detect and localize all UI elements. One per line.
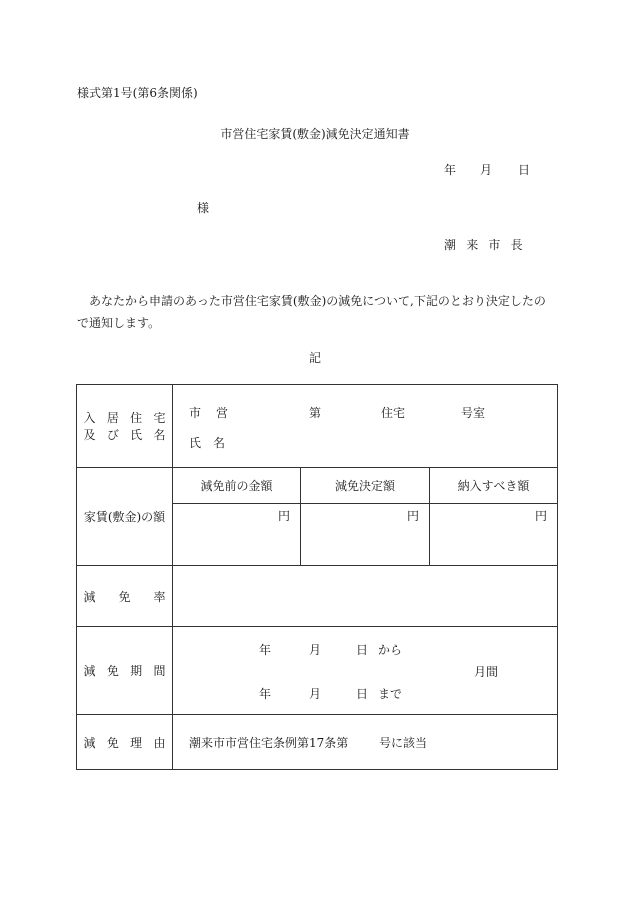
period-label <box>77 627 173 715</box>
resident-value <box>173 385 558 468</box>
yen-unit: 円 <box>277 509 290 523</box>
resident-ei: 営 <box>216 406 229 420</box>
rent-column-payable: 納入すべき額 <box>430 468 558 504</box>
resident-goshitsu: 号室 <box>461 406 486 420</box>
date-day: 日 <box>518 163 531 177</box>
rent-column-before: 減免前の金額 <box>173 468 301 504</box>
document-title: 市営住宅家賃(敷金)減免決定通知書 <box>220 127 410 141</box>
form-number: 様式第1号(第6条関係) <box>77 86 198 100</box>
period-label-text: 減免期間 <box>83 664 166 678</box>
resident-row <box>77 385 558 468</box>
reason-label-text: 減免理由 <box>83 735 166 750</box>
issuer-name: 潮来市長 <box>444 238 533 252</box>
issue-date <box>444 161 530 178</box>
addressee-suffix: 様 <box>197 201 210 215</box>
rate-row <box>77 566 558 627</box>
period-from-month: 月 <box>309 643 322 657</box>
resident-name-shi: 氏 <box>189 436 202 450</box>
yen-unit: 円 <box>406 509 419 523</box>
reason-prefix: 潮来市市営住宅条例第17条第 <box>189 736 349 750</box>
rent-amount-payable <box>430 504 558 566</box>
rent-column-decided: 減免決定額 <box>301 468 430 504</box>
record-heading: 記 <box>308 351 321 365</box>
period-from-day: 日 <box>356 643 369 657</box>
resident-dai: 第 <box>309 406 322 420</box>
rent-amount-before <box>173 504 301 566</box>
period-months: 月間 <box>474 665 499 679</box>
resident-name-mei: 名 <box>213 436 226 450</box>
date-month: 月 <box>480 163 493 177</box>
resident-jutaku: 住宅 <box>381 406 406 420</box>
reason-value <box>173 715 558 770</box>
resident-label-line2: 及び氏名 <box>83 428 166 442</box>
rent-subheader-row <box>77 468 558 504</box>
notice-body: あなたから申請のあった市営住宅家賃(敷金)の減免について,下記のとおり決定したので通知します。 <box>77 294 546 330</box>
period-to-suffix: まで <box>378 687 403 701</box>
period-to-month: 月 <box>309 687 322 701</box>
period-row <box>77 627 558 715</box>
period-value <box>173 627 558 715</box>
period-from-year: 年 <box>259 643 272 657</box>
rent-label: 家賃(敷金)の額 <box>77 468 173 566</box>
date-year: 年 <box>444 163 457 177</box>
resident-city: 市 <box>189 406 202 420</box>
reason-suffix: 号に該当 <box>379 736 428 750</box>
period-to-year: 年 <box>259 687 272 701</box>
reason-row <box>77 715 558 770</box>
period-to-day: 日 <box>356 687 369 701</box>
yen-unit: 円 <box>535 509 548 523</box>
decision-table <box>76 384 558 770</box>
resident-label-line1: 入居住宅 <box>83 411 166 425</box>
rate-value <box>173 566 558 627</box>
reason-label <box>77 715 173 770</box>
period-from-suffix: から <box>378 643 403 657</box>
rate-label-text: 減免率 <box>83 589 166 604</box>
rent-amount-decided <box>301 504 430 566</box>
resident-label <box>77 385 173 468</box>
rate-label <box>77 566 173 627</box>
